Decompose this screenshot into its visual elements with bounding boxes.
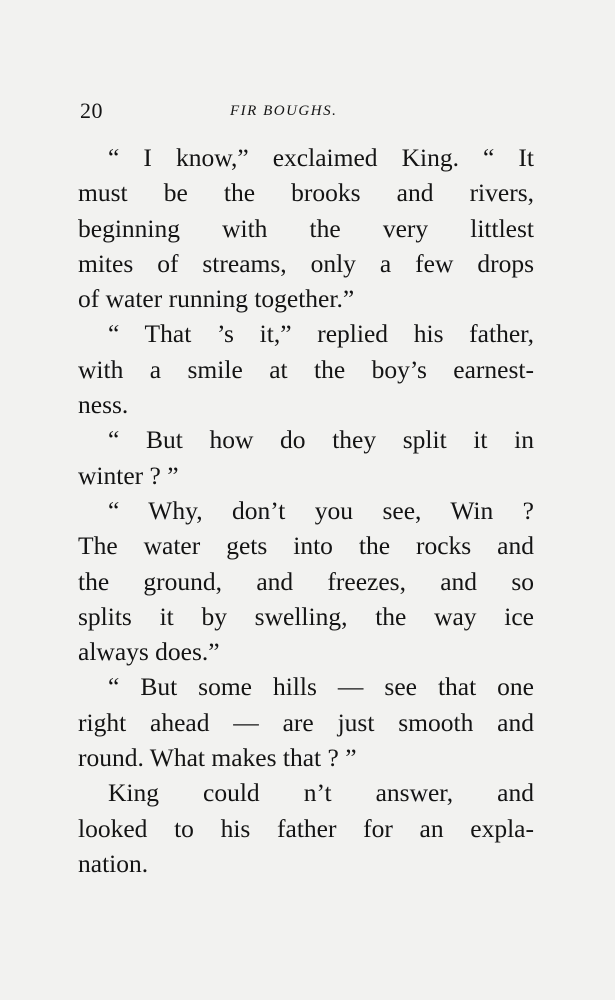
- text-line: mites of streams, only a few drops: [78, 248, 534, 278]
- text-line: always does.”: [78, 637, 220, 667]
- text-line: the ground, and freezes, and so: [78, 566, 534, 596]
- text-line: winter ? ”: [78, 460, 179, 490]
- text-line: King could n’t answer, and: [108, 778, 534, 808]
- text-line: splits it by swelling, the way ice: [78, 601, 534, 631]
- text-line: right ahead — are just smooth and: [78, 707, 534, 737]
- text-line: ness.: [78, 390, 129, 420]
- text-line: looked to his father for an expla-: [78, 813, 534, 843]
- text-line: “ That ’s it,” replied his father,: [108, 319, 534, 349]
- body-text: [78, 140, 534, 881]
- text-line: must be the brooks and rivers,: [78, 178, 534, 208]
- text-line: “ Why, don’t you see, Win ?: [108, 495, 534, 525]
- text-line: beginning with the very littlest: [78, 213, 534, 243]
- text-line: “ I know,” exclaimed King. “ It: [108, 143, 534, 172]
- text-line: of water running together.”: [78, 284, 355, 314]
- text-line: with a smile at the boy’s earnest-: [78, 354, 534, 384]
- page-number: 20: [80, 98, 103, 123]
- text-line: nation.: [78, 848, 149, 878]
- text-line: “ But how do they split it in: [108, 425, 534, 455]
- text-line: “ But some hills — see that one: [108, 672, 534, 702]
- page-header: [80, 96, 535, 126]
- text-line: round. What makes that ? ”: [78, 743, 357, 773]
- running-title: FIR BOUGHS.: [230, 103, 338, 119]
- text-line: The water gets into the rocks and: [78, 531, 534, 561]
